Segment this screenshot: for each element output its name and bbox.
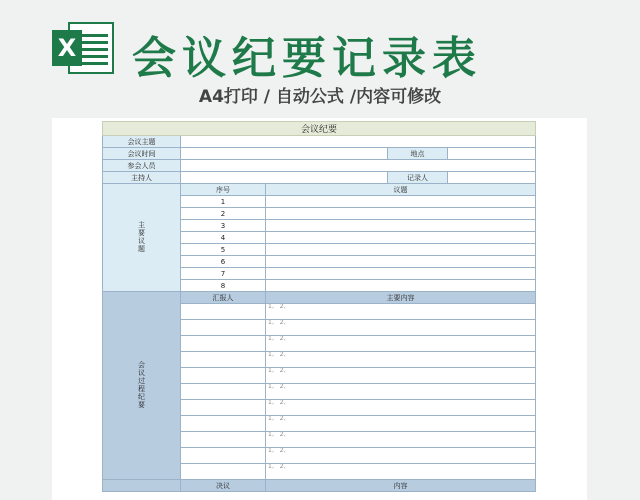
agenda-no: 4: [181, 232, 266, 244]
agenda-topic-cell[interactable]: [266, 280, 536, 292]
reporter-cell[interactable]: [181, 304, 266, 320]
worksheet-preview: [52, 118, 587, 500]
agenda-no: 5: [181, 244, 266, 256]
reporter-cell[interactable]: [181, 464, 266, 480]
recorder-label: 记录人: [388, 172, 448, 184]
minutes-form: [102, 121, 536, 492]
agenda-topic-cell[interactable]: [266, 196, 536, 208]
agenda-label: 主要议题: [137, 220, 146, 253]
reporter-cell[interactable]: [181, 368, 266, 384]
content-cell[interactable]: 1、 2、: [266, 432, 536, 448]
location-label: 地点: [388, 148, 448, 160]
excel-line: [78, 62, 108, 65]
agenda-topic-cell[interactable]: [266, 256, 536, 268]
content-cell[interactable]: 1、 2、: [266, 304, 536, 320]
reporter-cell[interactable]: [181, 352, 266, 368]
location-cell[interactable]: [448, 148, 536, 160]
attendees-label: 参会人员: [103, 160, 181, 172]
agenda-topic-cell[interactable]: [266, 232, 536, 244]
agenda-topic-header: 议题: [266, 184, 536, 196]
reporter-cell[interactable]: [181, 320, 266, 336]
topic-label: 会议主题: [103, 136, 181, 148]
content-cell[interactable]: 1、 2、: [266, 464, 536, 480]
excel-icon: [52, 22, 114, 74]
excel-line: [78, 55, 108, 58]
agenda-no: 8: [181, 280, 266, 292]
attendees-cell[interactable]: [181, 160, 536, 172]
excel-line: [78, 48, 108, 51]
decision-content-header: 内容: [266, 480, 536, 492]
agenda-no: 6: [181, 256, 266, 268]
process-label: 会议过程纪要: [137, 360, 146, 409]
content-cell[interactable]: 1、 2、: [266, 336, 536, 352]
host-label: 主持人: [103, 172, 181, 184]
topic-cell[interactable]: [181, 136, 536, 148]
page-title: 会议纪要记录表: [132, 33, 482, 84]
agenda-topic-cell[interactable]: [266, 208, 536, 220]
agenda-section: [103, 184, 181, 292]
content-cell[interactable]: 1、 2、: [266, 400, 536, 416]
decision-section: [103, 480, 181, 492]
content-header: 主要内容: [266, 292, 536, 304]
agenda-no: 3: [181, 220, 266, 232]
agenda-no: 7: [181, 268, 266, 280]
content-cell[interactable]: 1、 2、: [266, 448, 536, 464]
agenda-no: 1: [181, 196, 266, 208]
reporter-cell[interactable]: [181, 384, 266, 400]
content-cell[interactable]: 1、 2、: [266, 320, 536, 336]
agenda-topic-cell[interactable]: [266, 268, 536, 280]
form-heading: 会议纪要: [103, 122, 536, 136]
agenda-topic-cell[interactable]: [266, 244, 536, 256]
excel-line: [78, 34, 108, 37]
time-label: 会议时间: [103, 148, 181, 160]
excel-line: [78, 41, 108, 44]
agenda-no-header: 序号: [181, 184, 266, 196]
time-cell[interactable]: [181, 148, 388, 160]
recorder-cell[interactable]: [448, 172, 536, 184]
header-banner: [0, 0, 640, 110]
process-section: [103, 292, 181, 480]
content-cell[interactable]: 1、 2、: [266, 384, 536, 400]
content-cell[interactable]: 1、 2、: [266, 416, 536, 432]
agenda-topic-cell[interactable]: [266, 220, 536, 232]
agenda-no: 2: [181, 208, 266, 220]
reporter-header: 汇报人: [181, 292, 266, 304]
reporter-cell[interactable]: [181, 432, 266, 448]
reporter-cell[interactable]: [181, 416, 266, 432]
content-cell[interactable]: 1、 2、: [266, 368, 536, 384]
content-cell[interactable]: 1、 2、: [266, 352, 536, 368]
host-cell[interactable]: [181, 172, 388, 184]
reporter-cell[interactable]: [181, 400, 266, 416]
decision-header: 决议: [181, 480, 266, 492]
reporter-cell[interactable]: [181, 448, 266, 464]
reporter-cell[interactable]: [181, 336, 266, 352]
excel-badge: X: [52, 30, 82, 66]
page-subtitle: A4打印 / 自动公式 /内容可修改: [198, 87, 442, 107]
